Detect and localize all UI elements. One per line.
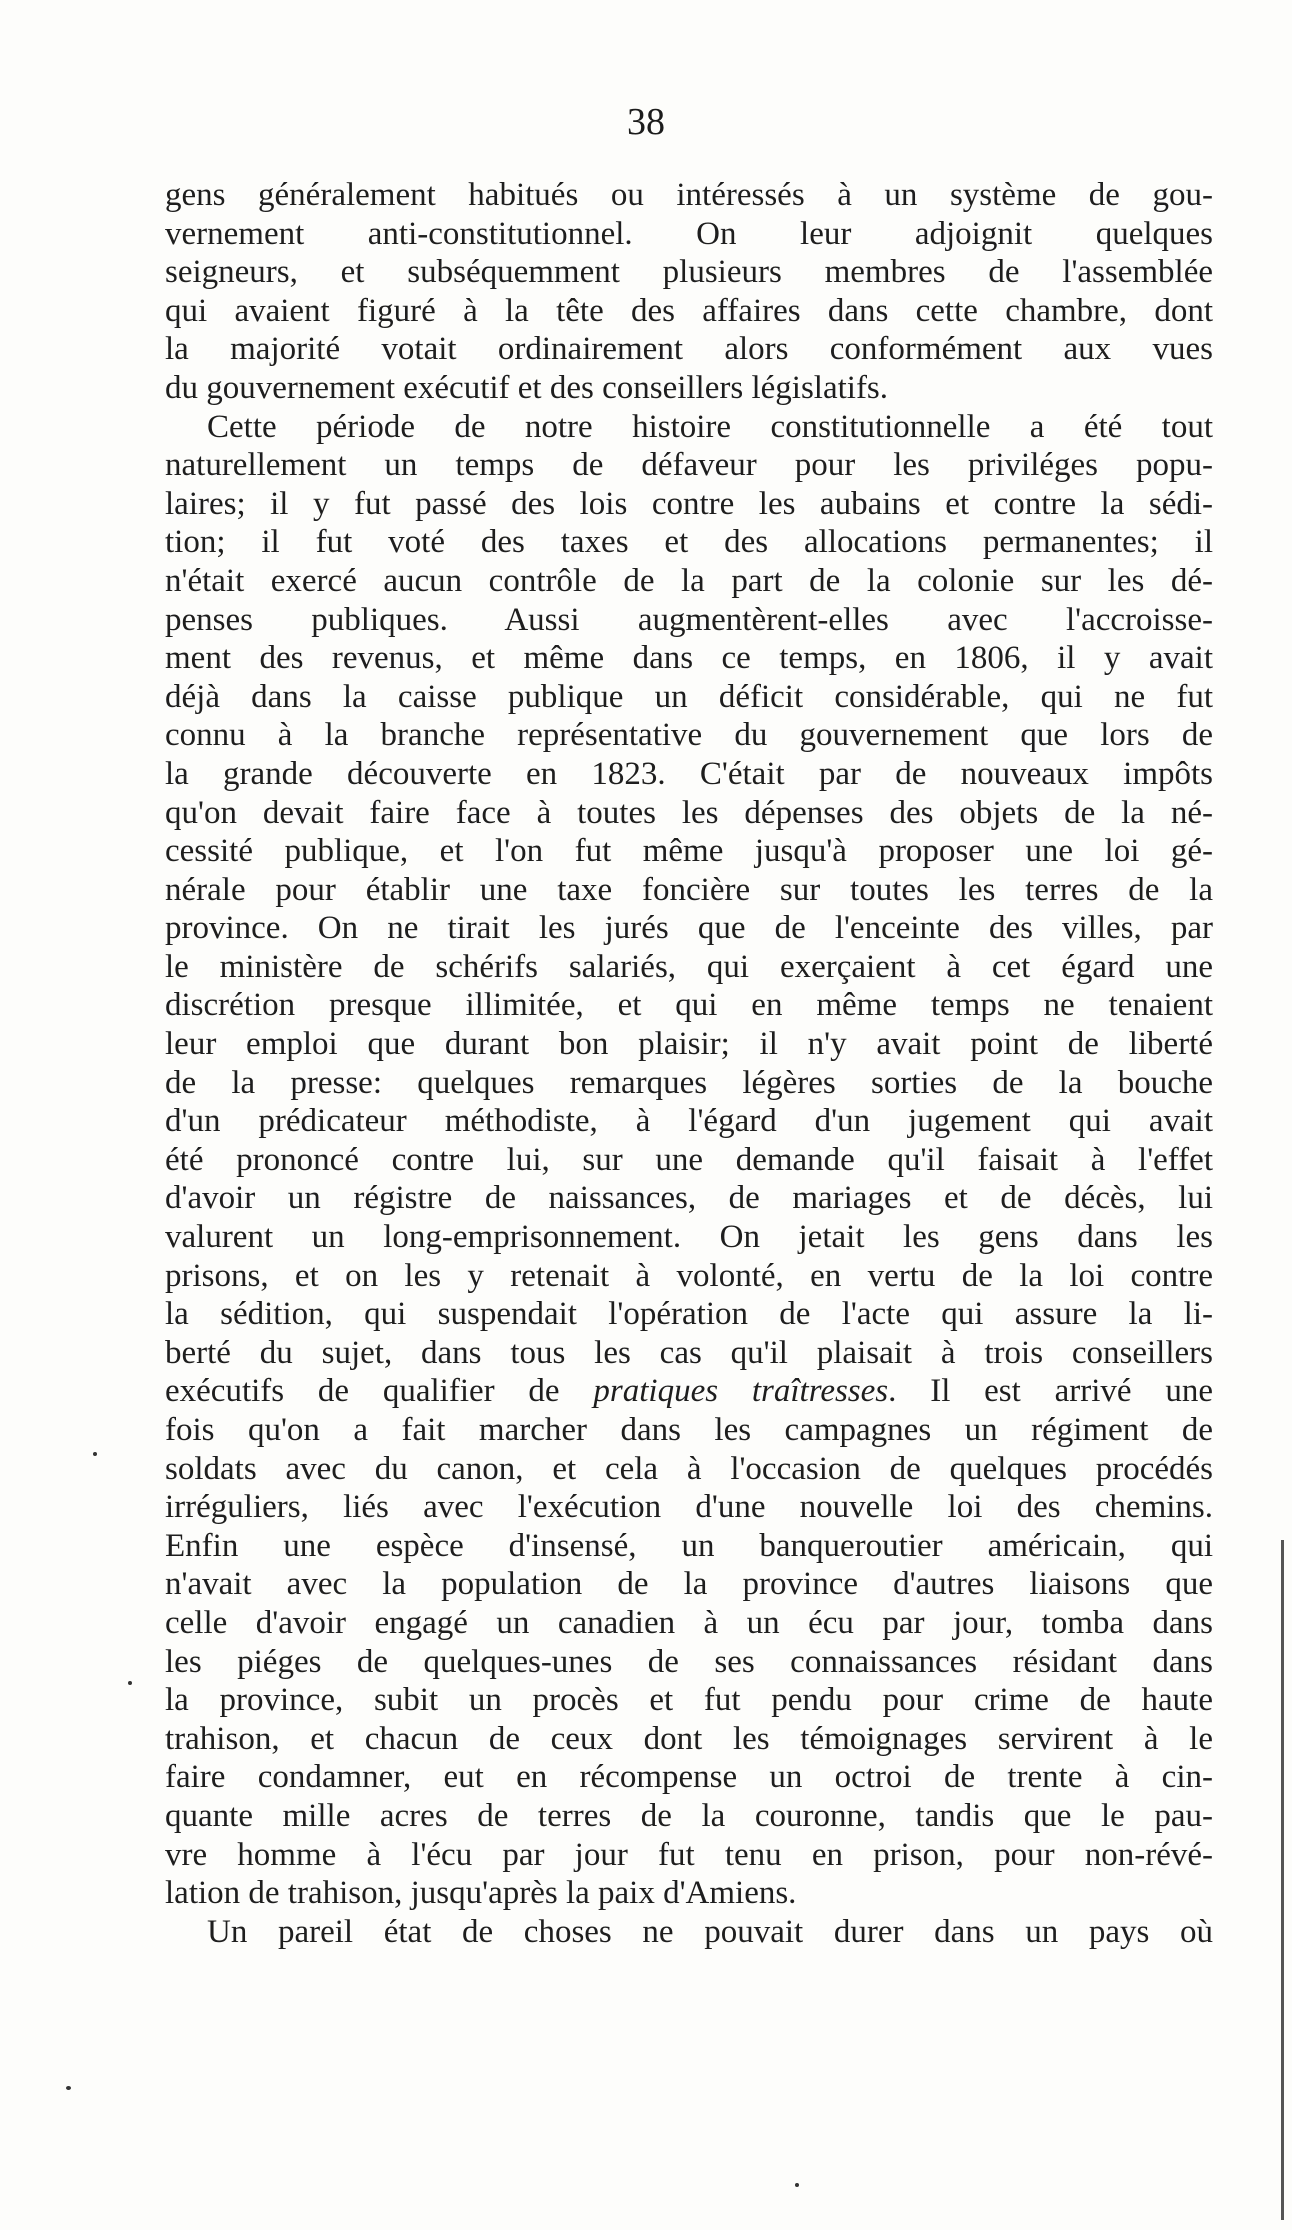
text-line: d'avoir un régistre de naissances, de mariages et de décès, lui [165, 1180, 1213, 1217]
text-line: Enfin une espèce d'insensé, un banqueroutier américain, qui [165, 1527, 1213, 1564]
text-line: tion; il fut voté des taxes et des allocations permanentes; il [165, 524, 1213, 561]
text-line: été prononcé contre lui, sur une demande qu'il faisait à l'effet [165, 1141, 1213, 1178]
text-line: qui avaient figuré à la tête des affaires dans cette chambre, dont [165, 292, 1213, 329]
text-line: la grande découverte en 1823. C'était par de nouveaux impôts [165, 755, 1213, 792]
text-line: penses publiques. Aussi augmentèrent-elles avec l'accroisse- [165, 601, 1213, 638]
body-text [165, 176, 1213, 1951]
text-line: vernement anti-constitutionnel. On leur adjoignit quelques [165, 215, 1213, 252]
text-line: exécutifs de qualifier de pratiques traîtresses. Il est arrivé une [165, 1373, 1214, 1410]
text-line: vre homme à l'écu par jour fut tenu en prison, pour non-révé- [165, 1836, 1213, 1873]
text-line: valurent un long-emprisonnement. On jetait les gens dans les [165, 1219, 1213, 1256]
print-speck [128, 1681, 132, 1685]
page-number: 38 [627, 101, 665, 143]
text-line: trahison, et chacun de ceux dont les témoignages servirent à le [165, 1720, 1213, 1757]
print-speck [66, 2086, 71, 2090]
text-line: la province, subit un procès et fut pendu pour crime de haute [165, 1682, 1213, 1719]
text-line: province. On ne tirait les jurés que de l'enceinte des villes, par [165, 910, 1213, 947]
text-line: Cette période de notre histoire constitutionnelle a été tout [207, 408, 1213, 445]
page-edge-mark [1281, 1540, 1284, 2220]
text-line: fois qu'on a fait marcher dans les campagnes un régiment de [165, 1412, 1213, 1448]
text-line: naturellement un temps de défaveur pour les priviléges popu- [165, 447, 1213, 484]
text-line: le ministère de schérifs salariés, qui exerçaient à cet égard une [165, 948, 1213, 985]
text-line: n'avait avec la population de la province d'autres liaisons que [165, 1566, 1213, 1603]
text-line: Un pareil état de choses ne pouvait durer dans un pays où [207, 1913, 1213, 1950]
text-line: berté du sujet, dans tous les cas qu'il plaisait à trois conseillers [165, 1334, 1213, 1371]
text-line: discrétion presque illimitée, et qui en même temps ne tenaient [165, 987, 1213, 1024]
text-line: nérale pour établir une taxe foncière sur toutes les terres de la [165, 871, 1213, 908]
text-line: faire condamner, eut en récompense un octroi de trente à cin- [165, 1759, 1213, 1796]
text-line: soldats avec du canon, et cela à l'occasion de quelques procédés [165, 1450, 1213, 1487]
text-line: prisons, et on les y retenait à volonté, en vertu de la loi contre [165, 1257, 1213, 1294]
print-speck [795, 2183, 799, 2187]
text-line: seigneurs, et subséquemment plusieurs membres de l'assemblée [165, 254, 1213, 291]
text-line: leur emploi que durant bon plaisir; il n'y avait point de liberté [165, 1026, 1213, 1063]
text-line: la sédition, qui suspendait l'opération de l'acte qui assure la li- [165, 1296, 1213, 1333]
text-line: déjà dans la caisse publique un déficit considérable, qui ne fut [165, 678, 1213, 715]
italic-phrase: pratiques traîtresses [593, 1373, 889, 1410]
print-speck [93, 1452, 97, 1456]
text-line: gens généralement habitués ou intéressés à un système de gou- [165, 177, 1213, 213]
text-line: de la presse: quelques remarques légères sorties de la bouche [165, 1064, 1213, 1101]
text-line: celle d'avoir engagé un canadien à un écu par jour, tomba dans [165, 1604, 1213, 1641]
text-line: ment des revenus, et même dans ce temps, en 1806, il y avait [165, 640, 1213, 677]
text-line: cessité publique, et l'on fut même jusqu'à proposer une loi gé- [165, 833, 1213, 870]
text-line: la majorité votait ordinairement alors conformément aux vues [165, 331, 1213, 368]
text-line: lation de trahison, jusqu'après la paix d'Amiens. [165, 1875, 797, 1912]
text-line: laires; il y fut passé des lois contre les aubains et contre la sédi- [165, 485, 1213, 522]
text-line: quante mille acres de terres de la couronne, tandis que le pau- [165, 1797, 1213, 1834]
text-line: qu'on devait faire face à toutes les dépenses des objets de la né- [165, 794, 1213, 831]
text-line: d'un prédicateur méthodiste, à l'égard d'un jugement qui avait [165, 1103, 1213, 1140]
text-line: irréguliers, liés avec l'exécution d'une nouvelle loi des chemins. [165, 1489, 1213, 1526]
text-line: connu à la branche représentative du gouvernement que lors de [165, 717, 1213, 754]
text-line: n'était exercé aucun contrôle de la part de la colonie sur les dé- [165, 562, 1213, 599]
text-line: du gouvernement exécutif et des conseillers législatifs. [165, 369, 889, 406]
text-line: les piéges de quelques-unes de ses connaissances résidant dans [165, 1643, 1213, 1680]
